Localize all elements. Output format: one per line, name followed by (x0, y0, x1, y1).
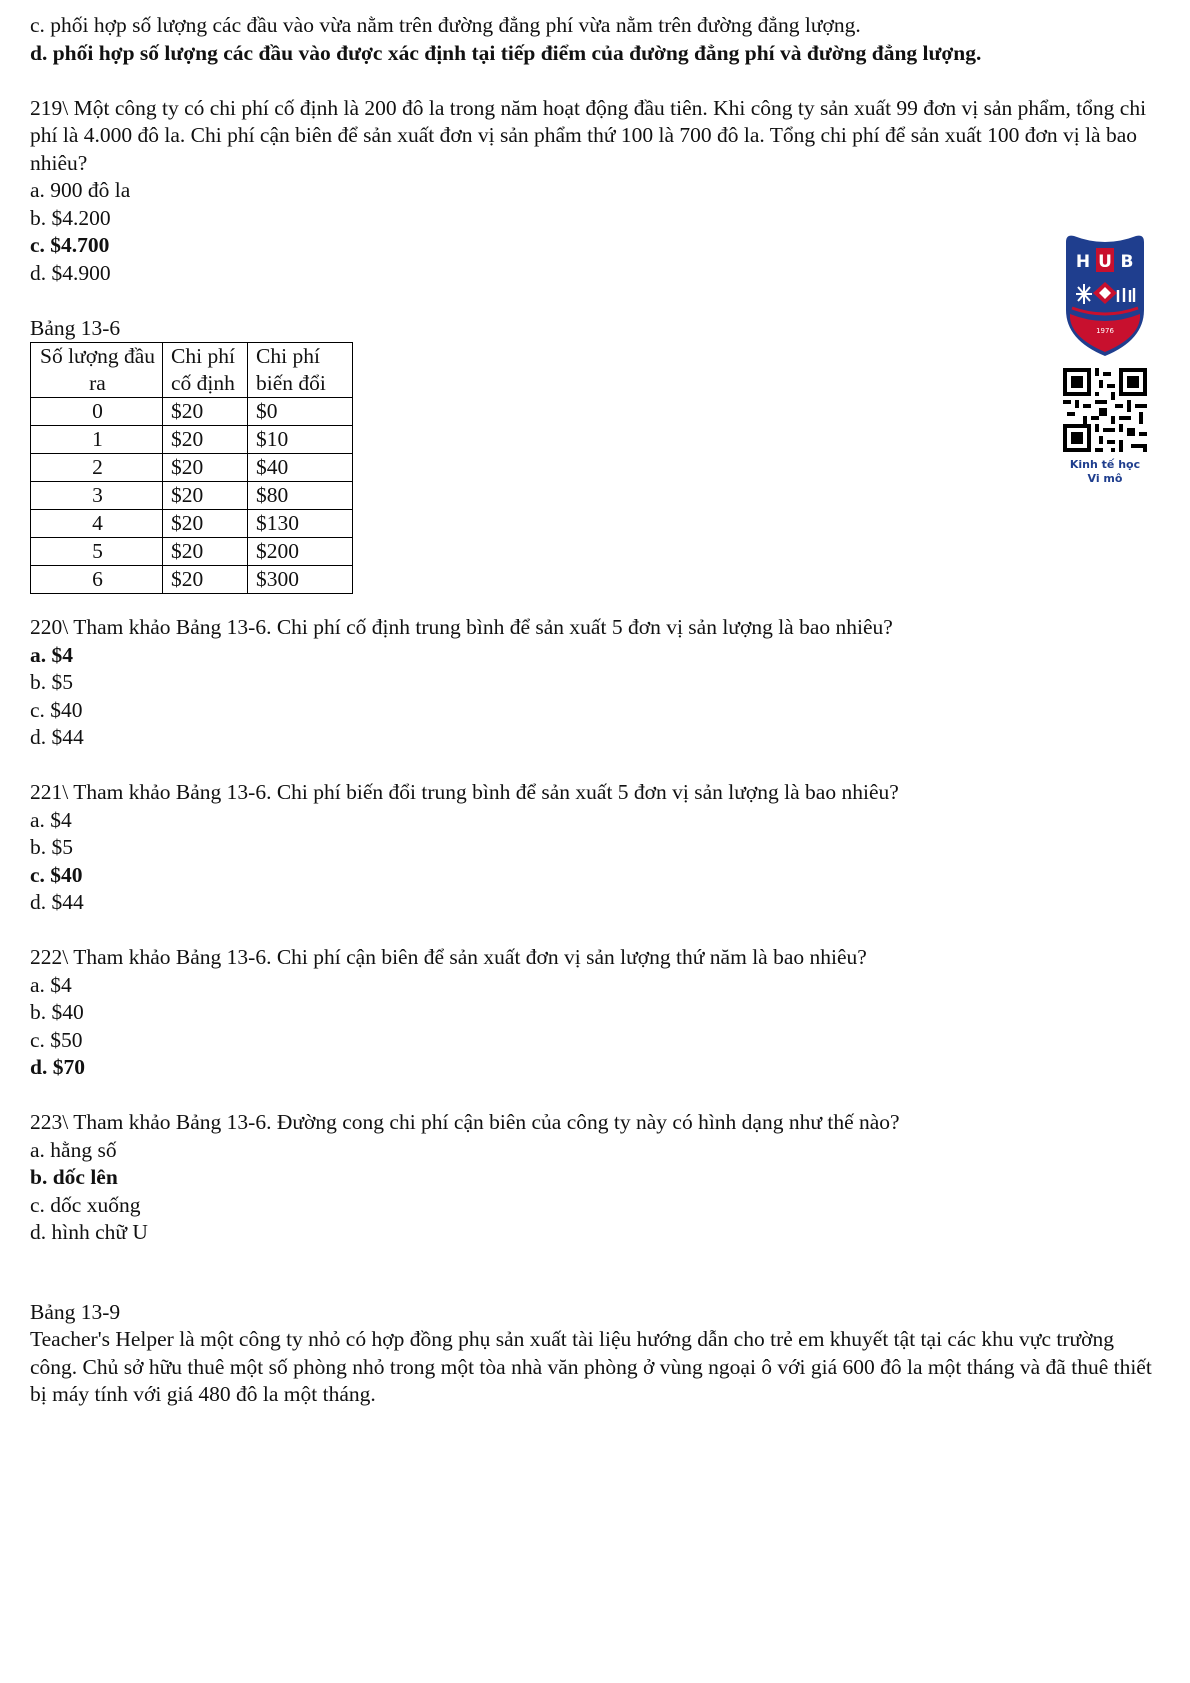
cell-fixed: $20 (163, 510, 248, 538)
q223-option-c: c. dốc xuống (30, 1192, 141, 1217)
q220-option-c: c. $40 (30, 697, 83, 722)
prev-option-d: d. phối hợp số lượng các đầu vào được xác định tại tiếp điểm của đường đẳng phí và đường đẳng lượng. (30, 40, 982, 65)
cell-output: 5 (31, 538, 163, 566)
sidebar-caption-line1: Kinh tế học (1069, 458, 1141, 471)
q219-option-d: d. $4.900 (30, 260, 111, 285)
header-variable-cost: Chi phí biến đổi (248, 343, 353, 398)
hub-logo-icon (1062, 232, 1148, 360)
table-row (31, 482, 353, 510)
question-222: 222\ Tham khảo Bảng 13-6. Chi phí cận biên để sản xuất đơn vị sản lượng thứ năm là bao nhiêu? (30, 945, 867, 969)
question-220: 220\ Tham khảo Bảng 13-6. Chi phí cố định trung bình để sản xuất 5 đơn vị sản lượng là bao nhiêu? (30, 615, 893, 639)
cell-output: 6 (31, 566, 163, 594)
cell-fixed: $20 (163, 454, 248, 482)
question-221: 221\ Tham khảo Bảng 13-6. Chi phí biến đổi trung bình để sản xuất 5 đơn vị sản lượng là bao nhiêu? (30, 780, 899, 804)
q223-option-b: b. dốc lên (30, 1165, 118, 1189)
cell-fixed: $20 (163, 482, 248, 510)
q221-option-a: a. $4 (30, 807, 72, 832)
q222-option-c: c. $50 (30, 1027, 83, 1052)
sidebar-branding (1050, 232, 1160, 486)
question-223: 223\ Tham khảo Bảng 13-6. Đường cong chi phí cận biên của công ty này có hình dạng như thế nào? (30, 1110, 900, 1134)
cell-fixed: $20 (163, 426, 248, 454)
cell-fixed: $20 (163, 566, 248, 594)
q222-option-d: d. $70 (30, 1055, 85, 1079)
cell-output: 2 (31, 454, 163, 482)
cell-output: 0 (31, 398, 163, 426)
q221-option-d: d. $44 (30, 890, 84, 914)
header-fixed-cost: Chi phí cố định (163, 343, 248, 398)
cell-variable: $300 (248, 566, 353, 594)
cell-output: 4 (31, 510, 163, 538)
logo-letter-u: U (1098, 252, 1112, 272)
document-page (30, 12, 1170, 1409)
cell-variable: $200 (248, 538, 353, 566)
q223-option-a: a. hằng số (30, 1137, 117, 1162)
table-header-row (31, 343, 353, 398)
cell-output: 3 (31, 482, 163, 510)
logo-year: 1976 (1096, 327, 1114, 335)
table-13-9-caption: Bảng 13-9 (30, 1299, 121, 1324)
q221-option-b: b. $5 (30, 835, 73, 859)
logo-letter-b: B (1120, 252, 1134, 272)
table-13-9-text: Teacher's Helper là một công ty nhỏ có hợp đồng phụ sản xuất tài liệu hướng dẫn cho trẻ em khuyết tật tại các khu vực trường công. Chủ sở hữu thuê một số phòng nhỏ trong một tòa nhà văn phòng ở vùng ngoại ô với giá 600 đô la một tháng và đã thuê thiết bị máy tính với giá 480 đô la một tháng. (30, 1327, 1152, 1406)
qr-code-icon (1063, 368, 1147, 452)
q219-option-a: a. 900 đô la (30, 178, 131, 202)
cell-fixed: $20 (163, 538, 248, 566)
prev-option-c: c. phối hợp số lượng các đầu vào vừa nằm trên đường đẳng phí vừa nằm trên đường đẳng lượng. (30, 13, 861, 37)
question-219: 219\ Một công ty có chi phí cố định là 200 đô la trong năm hoạt động đầu tiên. Khi công ty sản xuất 99 đơn vị sản phẩm, tổng chi phí là 4.000 đô la. Chi phí cận biên để sản xuất đơn vị sản phẩm thứ 100 là 700 đô la. Tổng chi phí để sản xuất 100 đơn vị là bao nhiêu? (30, 95, 1147, 175)
table-row (31, 398, 353, 426)
table-row (31, 426, 353, 454)
table-13-6 (30, 342, 353, 594)
cell-variable: $80 (248, 482, 353, 510)
table-13-6-caption: Bảng 13-6 (30, 315, 121, 340)
table-row (31, 566, 353, 594)
q223-option-d: d. hình chữ U (30, 1220, 148, 1244)
cell-variable: $130 (248, 510, 353, 538)
q220-option-a: a. $4 (30, 642, 73, 667)
q219-option-c: c. $4.700 (30, 233, 110, 257)
sidebar-caption-line2: Vi mô (1087, 472, 1123, 485)
cell-variable: $0 (248, 398, 353, 426)
q220-option-b: b. $5 (30, 670, 73, 694)
logo-letter-h: H (1075, 252, 1091, 272)
q219-option-b: b. $4.200 (30, 205, 111, 230)
q221-option-c: c. $40 (30, 862, 83, 887)
table-row (31, 454, 353, 482)
q220-option-d: d. $44 (30, 725, 84, 749)
q222-option-b: b. $40 (30, 1000, 84, 1024)
cell-variable: $40 (248, 454, 353, 482)
header-output: Số lượng đầu ra (31, 343, 163, 398)
cell-variable: $10 (248, 426, 353, 454)
table-row (31, 510, 353, 538)
q222-option-a: a. $4 (30, 972, 72, 997)
cell-output: 1 (31, 426, 163, 454)
table-row (31, 538, 353, 566)
cell-fixed: $20 (163, 398, 248, 426)
